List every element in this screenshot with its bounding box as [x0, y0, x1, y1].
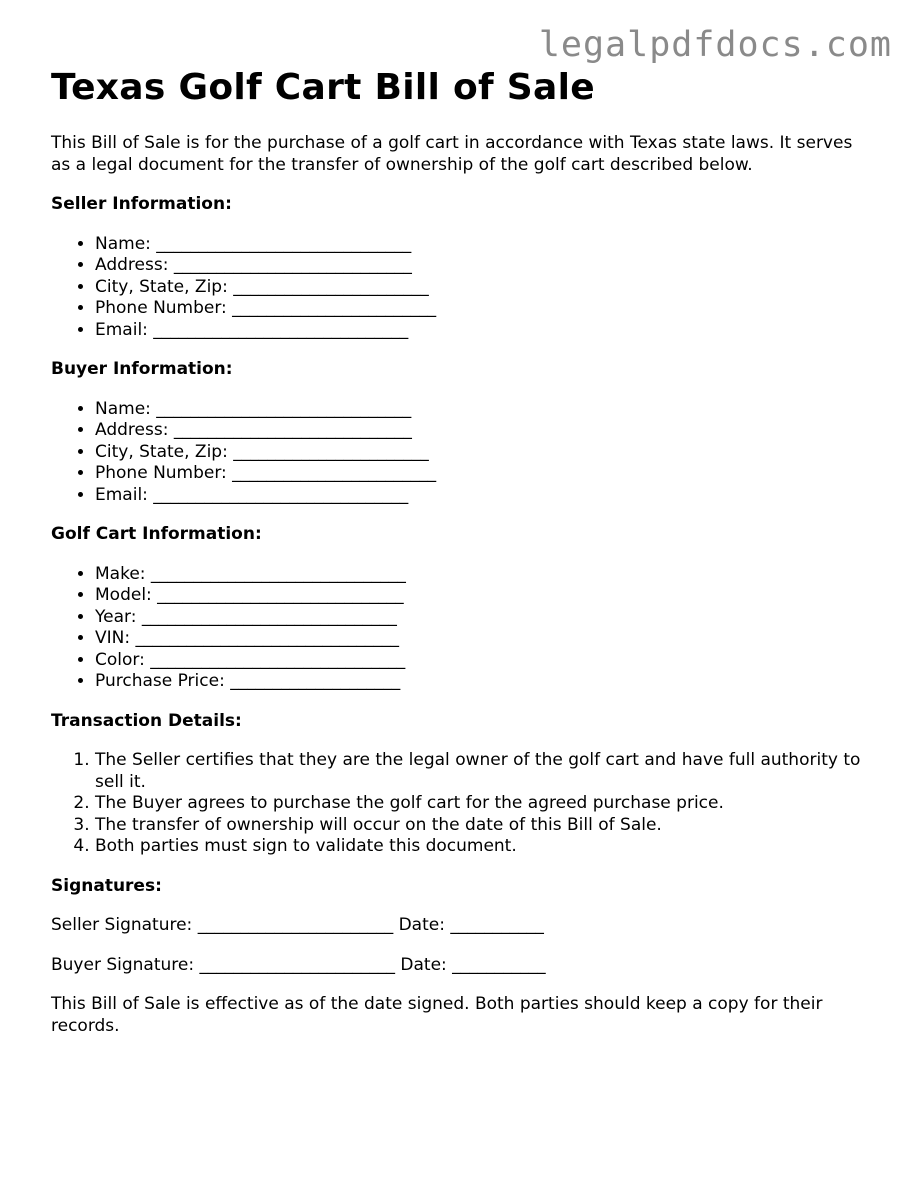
- document-title: Texas Golf Cart Bill of Sale: [51, 67, 595, 108]
- transaction-list: [51, 750, 871, 858]
- buyer-signature-line[interactable]: Buyer Signature: _______________________ Date: ___________: [51, 954, 546, 975]
- transaction-item: 3. The transfer of ownership will occur on the date of this Bill of Sale.: [95, 815, 871, 837]
- closing-paragraph: This Bill of Sale is effective as of the date signed. Both parties should keep a copy for their records.: [51, 994, 823, 1036]
- seller-name-field[interactable]: • Name: ______________________________: [95, 234, 871, 256]
- transaction-heading: Transaction Details:: [51, 710, 242, 731]
- buyer-heading: Buyer Information:: [51, 359, 233, 379]
- cart-year-field[interactable]: • Year: ______________________________: [95, 607, 871, 629]
- document-body: [51, 66, 871, 1037]
- seller-phone-field[interactable]: • Phone Number: ________________________: [95, 298, 871, 320]
- intro-paragraph: This Bill of Sale is for the purchase of a golf cart in accordance with Texas state laws. It serves as a legal document for the transfer of ownership of the golf cart described below.: [51, 133, 853, 175]
- buyer-address-field[interactable]: • Address: ____________________________: [95, 420, 871, 442]
- seller-email-field[interactable]: • Email: ______________________________: [95, 320, 871, 342]
- cart-price-field[interactable]: • Purchase Price: ____________________: [95, 671, 871, 693]
- seller-address-field[interactable]: • Address: ____________________________: [95, 255, 871, 277]
- cart-model-field[interactable]: • Model: _____________________________: [95, 585, 871, 607]
- buyer-email-field[interactable]: • Email: ______________________________: [95, 485, 871, 507]
- cart-field-list: [51, 564, 871, 693]
- cart-vin-field[interactable]: • VIN: _______________________________: [95, 628, 871, 650]
- signatures-heading: Signatures:: [51, 875, 162, 896]
- buyer-name-field[interactable]: • Name: ______________________________: [95, 399, 871, 421]
- seller-signature-line[interactable]: Seller Signature: _______________________ Date: ___________: [51, 915, 544, 935]
- buyer-city-state-zip-field[interactable]: • City, State, Zip: _______________________: [95, 442, 871, 464]
- seller-city-state-zip-field[interactable]: • City, State, Zip: _______________________: [95, 277, 871, 299]
- transaction-item: 1. The Seller certifies that they are the legal owner of the golf cart and have full authority to sell it.: [95, 750, 871, 793]
- buyer-field-list: [51, 399, 871, 507]
- buyer-phone-field[interactable]: • Phone Number: ________________________: [95, 463, 871, 485]
- transaction-item: 4. Both parties must sign to validate this document.: [95, 836, 871, 858]
- seller-field-list: [51, 234, 871, 342]
- cart-heading: Golf Cart Information:: [51, 524, 262, 544]
- watermark: legalpdfdocs.com: [538, 25, 892, 65]
- seller-heading: Seller Information:: [51, 194, 232, 214]
- cart-make-field[interactable]: • Make: ______________________________: [95, 564, 871, 586]
- cart-color-field[interactable]: • Color: ______________________________: [95, 650, 871, 672]
- transaction-item: 2. The Buyer agrees to purchase the golf cart for the agreed purchase price.: [95, 793, 871, 815]
